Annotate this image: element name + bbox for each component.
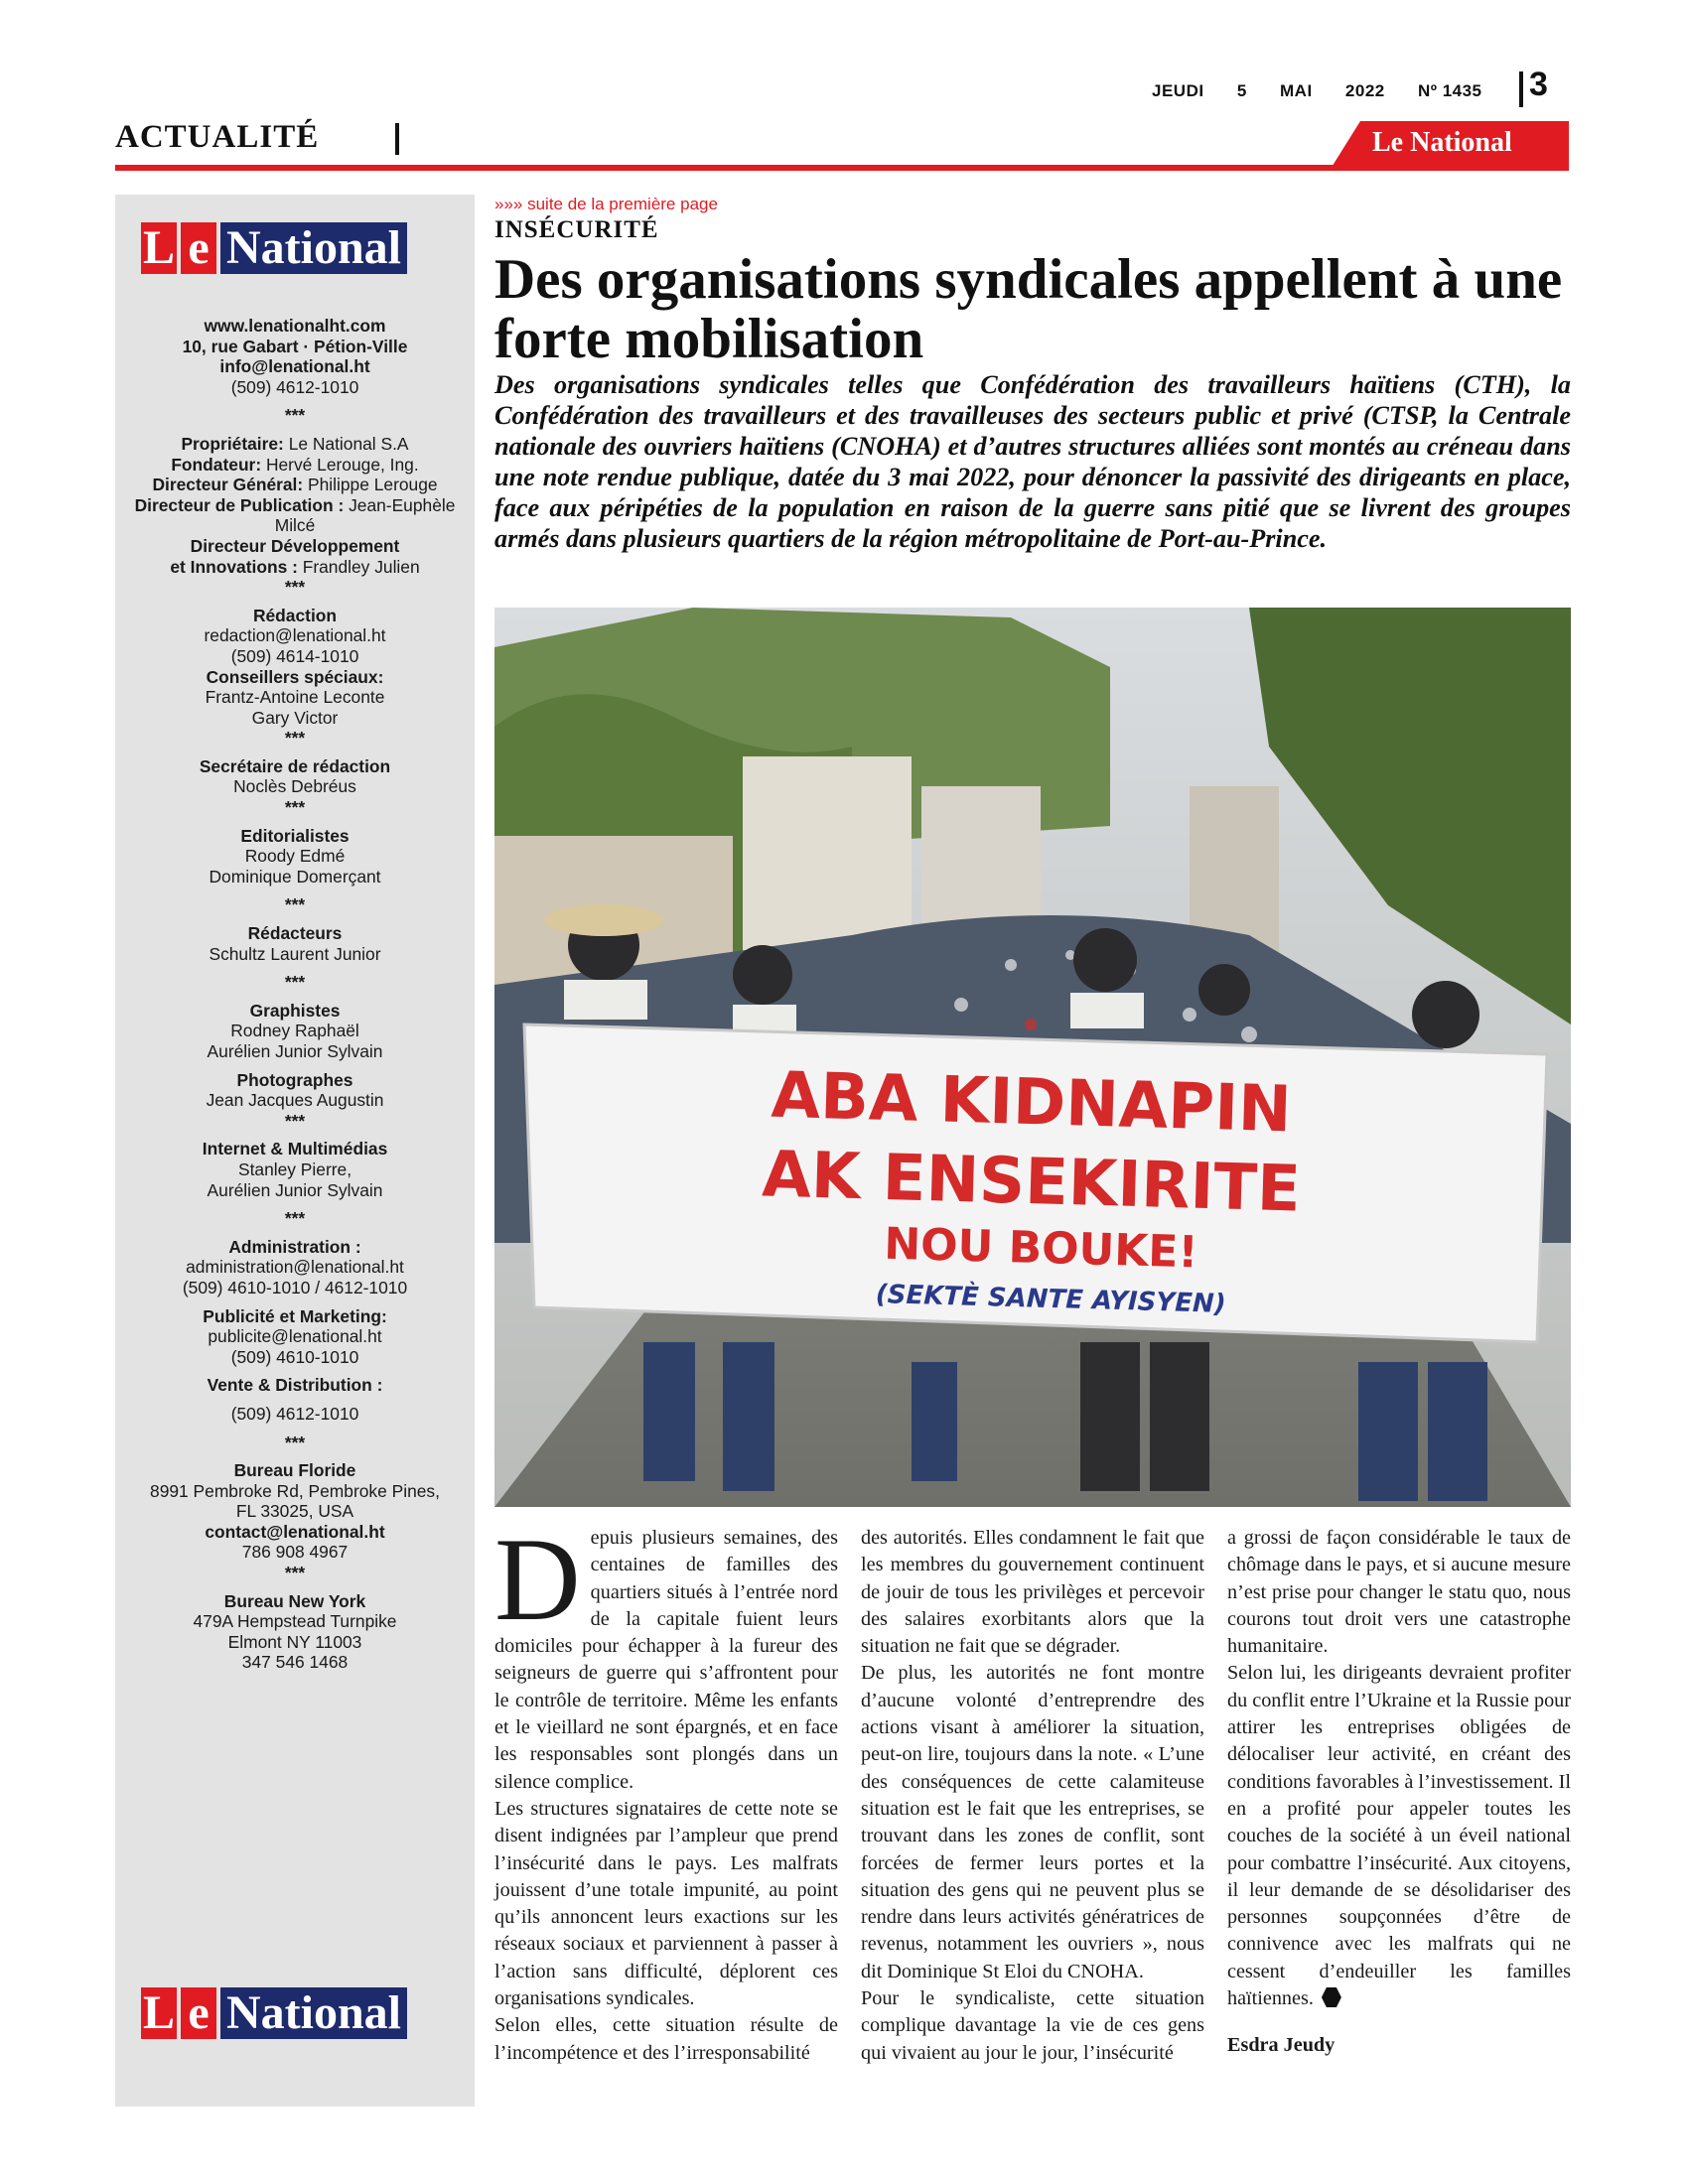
masthead-line — [115, 993, 475, 1001]
article-rubric: INSÉCURITÉ — [494, 216, 659, 243]
masthead-line — [115, 1460, 475, 1481]
section-divider — [395, 123, 399, 155]
page-number-divider — [1519, 71, 1523, 107]
masthead-line — [115, 1090, 475, 1111]
masthead-line-label: *** — [284, 405, 306, 426]
masthead-line-label: Publicité et Marketing: — [203, 1305, 387, 1326]
logo-letter-e: e — [181, 1987, 216, 2039]
masthead-line — [115, 475, 475, 495]
masthead-line-label: Photographes — [236, 1069, 353, 1090]
banner-text-line3: NOU BOUKE! — [883, 1218, 1199, 1279]
masthead-line — [115, 1611, 475, 1632]
masthead-line-label: Bureau New York — [223, 1590, 366, 1611]
masthead-line — [115, 356, 475, 377]
masthead-line-value: Rodney Raphaël — [230, 1021, 359, 1041]
masthead-line — [115, 1396, 475, 1404]
article-column-1 — [494, 1513, 838, 2067]
masthead-line — [115, 1070, 475, 1091]
masthead-line — [115, 1367, 475, 1375]
masthead-line — [115, 964, 475, 972]
masthead-line-value: (509) 4612-1010 — [230, 1403, 359, 1424]
masthead-line — [115, 397, 475, 405]
masthead-line-label: info@lenational.ht — [219, 356, 370, 377]
masthead-line-label: *** — [284, 1432, 306, 1452]
masthead-line-label: Administration : — [228, 1236, 361, 1257]
masthead-line-value: (509) 4612-1010 — [230, 376, 359, 397]
article-paragraph: Les structures signataires de cette note se disent indignées par l’ampleur que prend l’insécurité dans le pays. Les malfrats jouissent d’une totale impunité, au point qu’ils annoncent leurs exactions sur les réseaux sociaux et parviennent à passer à l’action sans difficulté, déplorent ces organisations syndicales. — [494, 1797, 838, 2010]
masthead-line-value: publicite@lenational.ht — [208, 1326, 382, 1347]
masthead-line-value: Frantz-Antoine Leconte — [205, 687, 385, 708]
masthead-line-value: Aurélien Junior Sylvain — [207, 1179, 383, 1200]
masthead-line-label: *** — [284, 894, 306, 915]
masthead-line — [115, 1583, 475, 1591]
article-paragraph: De plus, les autorités ne font montre d’aucune volonté d’entreprendre des actions visant à améliorer la situation, peut-on lire, toujours dans la note. « L’une des conséquences de cette calamiteuse situation est le fait que les entreprises, se trouvant dans les zones de conflit, sont forcées de fermer leurs portes et la situation des gens qui ne peuvent plus se rendre dans leurs activités génératrices de revenus, notamment les ouvriers », nous dit Dominique St Eloi du CNOHA. — [861, 1662, 1204, 1982]
masthead-line-label: Directeur Développement — [190, 535, 400, 556]
masthead-line-value: Le National S.A — [283, 433, 409, 454]
masthead-line-label: *** — [284, 577, 306, 598]
issue-date-number: 5 — [1236, 81, 1247, 100]
masthead-line — [115, 316, 475, 337]
logo-letter-l: L — [142, 1986, 175, 2039]
masthead-line — [115, 455, 475, 476]
newspaper-logo-top — [141, 222, 407, 274]
issue-day: JEUDI — [1152, 81, 1204, 100]
masthead-line-label: Secrétaire de rédaction — [199, 755, 391, 776]
article-paragraph: Pour le syndicaliste, cette situation complique davantage la vie de ces gens qui vivaient au jour le jour, l’insécurité — [861, 1987, 1204, 2064]
masthead-line — [115, 1229, 475, 1237]
masthead-line — [115, 495, 475, 536]
masthead-line — [115, 1298, 475, 1306]
masthead-line-value: Jean-Euphèle Milcé — [274, 494, 456, 536]
article-headline: Des organisations syndicales appellent à une forte mobilisation — [494, 248, 1563, 370]
logo-word-national: National — [220, 222, 407, 274]
masthead-line — [115, 826, 475, 847]
masthead-line-label: www.lenationalht.com — [204, 316, 386, 336]
masthead-line — [115, 846, 475, 867]
masthead-line — [115, 1257, 475, 1278]
masthead-line-label: Rédaction — [252, 605, 338, 625]
masthead-line-label: Graphistes — [249, 1000, 341, 1021]
masthead-line — [115, 687, 475, 708]
masthead-line-label: *** — [284, 972, 306, 993]
masthead-line — [115, 1062, 475, 1070]
masthead-line-label: Directeur Général: — [152, 475, 304, 495]
masthead-line-value: Frandley Julien — [297, 556, 420, 577]
masthead-line — [115, 776, 475, 797]
masthead-line-value: Philippe Lerouge — [303, 475, 438, 495]
masthead-line-value: administration@lenational.ht — [186, 1257, 404, 1278]
masthead-line — [115, 434, 475, 455]
masthead-line-label: Internet & Multimédias — [202, 1139, 388, 1160]
masthead-line — [115, 606, 475, 626]
masthead-line-value: Jean Jacques Augustin — [206, 1090, 384, 1111]
masthead-line-value: Hervé Lerouge, Ing. — [261, 454, 419, 475]
end-of-article-icon — [1322, 1987, 1341, 2007]
article-column-3 — [1227, 1525, 1571, 2060]
masthead-line — [115, 1542, 475, 1563]
masthead-line-value: (509) 4610-1010 / 4612-1010 — [182, 1277, 408, 1297]
masthead-line — [115, 818, 475, 826]
masthead-line-label: Rédacteurs — [247, 923, 343, 944]
issue-date-line — [1152, 81, 1510, 101]
masthead-line — [115, 708, 475, 729]
masthead-line-value: redaction@lenational.ht — [204, 625, 386, 646]
banner-text-line2: AK ENSEKIRITE — [761, 1138, 1302, 1227]
article-column-2 — [861, 1525, 1204, 2067]
masthead-line-label: *** — [284, 797, 306, 818]
masthead-line — [115, 756, 475, 777]
article-final-text: Selon lui, les dirigeants devraient profiter du conflit entre l’Ukraine et la Russie pour attirer les entreprises obligées de délocaliser leur activité, en créant des conditions favorables à l’investissement. Il en a profité pour appeler toutes les couches de la société à un éveil national pour combattre l’insécurité. Aux citoyens, il leur demande de se désolidariser des personnes soupçonnées d’être de connivence avec les malfrats qui ne cessent d’endeuiller les familles haïtiennes. — [1227, 1662, 1571, 2010]
masthead-line-label: *** — [284, 1563, 306, 1583]
section-title: ACTUALITÉ — [115, 119, 320, 155]
masthead-line — [115, 1001, 475, 1022]
logo-letter-l: L — [142, 221, 175, 274]
masthead-line — [115, 646, 475, 667]
masthead-credits — [115, 316, 475, 1673]
masthead-line — [115, 536, 475, 557]
masthead-line — [115, 1652, 475, 1673]
masthead-line — [115, 598, 475, 606]
masthead-line — [115, 1632, 475, 1653]
masthead-line — [115, 625, 475, 646]
masthead-line-label: *** — [284, 1208, 306, 1229]
masthead-line-value: Dominique Domerçant — [209, 866, 381, 887]
masthead-line — [115, 1131, 475, 1139]
masthead-line — [115, 1200, 475, 1208]
banner-text-line1: ABA KIDNAPIN — [770, 1058, 1293, 1148]
masthead-line — [115, 1237, 475, 1258]
newspaper-logo-bottom — [141, 1987, 407, 2039]
header-rule — [115, 165, 1569, 171]
masthead-line — [115, 1139, 475, 1160]
masthead-line-value: Stanley Pierre, — [237, 1159, 352, 1179]
masthead-line-value: 8991 Pembroke Rd, Pembroke Pines, — [150, 1480, 440, 1501]
masthead-line-value: (509) 4614-1010 — [230, 645, 359, 666]
banner-text-line4: (SEKTÈ SANTE AYISYEN) — [875, 1280, 1226, 1319]
masthead-line-label: Vente & Distribution : — [207, 1375, 383, 1396]
masthead-line-value: (509) 4610-1010 — [230, 1346, 359, 1367]
masthead-line-value: Aurélien Junior Sylvain — [207, 1041, 383, 1061]
masthead-line — [115, 1425, 475, 1433]
masthead-line — [115, 1452, 475, 1460]
masthead-line — [115, 426, 475, 434]
masthead-line-value: Gary Victor — [251, 707, 339, 728]
masthead-line-label: *** — [284, 1110, 306, 1131]
masthead-line — [115, 1481, 475, 1502]
masthead-line — [115, 557, 475, 578]
drop-cap: D — [494, 1513, 581, 1645]
masthead-line-value: Roody Edmé — [244, 846, 346, 867]
masthead-line — [115, 1501, 475, 1522]
masthead-line-value: Elmont NY 11003 — [227, 1631, 362, 1652]
masthead-line-value: 347 546 1468 — [241, 1652, 349, 1673]
issue-month: MAI — [1280, 81, 1313, 100]
masthead-line-value: 786 908 4967 — [241, 1542, 349, 1563]
masthead-line — [115, 667, 475, 688]
masthead-line — [115, 915, 475, 923]
masthead-line-value: Schultz Laurent Junior — [209, 943, 381, 964]
article-paragraph: des autorités. Elles condamnent le fait que les membres du gouvernement continuent de jouir de tous les privilèges et percevoir des salaires exorbitants alors que la situation ne fait que se dégrader. — [861, 1527, 1204, 1658]
masthead-line — [115, 1306, 475, 1327]
page-number: 3 — [1529, 66, 1548, 103]
brand-tab-label: Le National — [1372, 127, 1512, 158]
issue-year: 2022 — [1344, 81, 1385, 100]
continuation-kicker: »»» suite de la première page — [494, 195, 718, 213]
article-lede: Des organisations syndicales telles que Confédération des travailleurs haïtiens (CTH), la Confédération des travailleurs et des travailleuses des secteurs public et privé (CTSP, la Centrale nationale des ouvriers haïtiens (CNOHA) et d’autres structures alliées sont montés au créneau dans une note rendue publique, datée du 3 mai 2022, pour dénoncer la passivité des dirigeants en place, face aux péripéties de la population en raison de la guerre sans pitié que se livrent des groupes armés dans plusieurs quartiers de la région métropolitaine de Port-au-Prince. — [494, 370, 1571, 553]
protest-photo — [494, 608, 1571, 1507]
masthead-line — [115, 337, 475, 357]
masthead-line-label: Directeur de Publication : — [134, 494, 345, 515]
masthead-line — [115, 1522, 475, 1543]
article-paragraph-final — [1227, 1660, 1571, 2012]
masthead-line — [115, 923, 475, 944]
masthead-line-label: et Innovations : — [170, 556, 298, 577]
masthead-line-label: Propriétaire: — [181, 433, 284, 454]
masthead-line — [115, 1160, 475, 1180]
masthead-line-label: *** — [284, 728, 306, 749]
masthead-line-label: 10, rue Gabart · Pétion-Ville — [182, 336, 408, 356]
masthead-line-value: 479A Hempstead Turnpike — [193, 1611, 397, 1632]
article-paragraph: a grossi de façon considérable le taux de chômage dans le pays, et si aucune mesure n’est prise pour changer le statu quo, nous courons tout droit vers une catastrophe humanitaire. — [1227, 1527, 1571, 1658]
masthead-line — [115, 1021, 475, 1041]
article-paragraph: Selon elles, cette situation résulte de l’incompétence et des l’irresponsabilité — [494, 2014, 838, 2064]
logo-letter-e: e — [181, 222, 216, 274]
masthead-line-label: Editorialistes — [240, 825, 350, 846]
article-author: Esdra Jeudy — [1227, 2034, 1336, 2057]
masthead-line-label: Conseillers spéciaux: — [206, 666, 384, 687]
masthead-line-label: contact@lenational.ht — [205, 1521, 385, 1542]
masthead-line — [115, 1591, 475, 1612]
masthead-line-value: Noclès Debréus — [233, 776, 356, 797]
masthead-line-label: Fondateur: — [171, 454, 262, 475]
masthead-line — [115, 887, 475, 894]
masthead-line-value: FL 33025, USA — [235, 1501, 354, 1522]
masthead-line — [115, 749, 475, 756]
issue-number: Nº 1435 — [1417, 81, 1482, 100]
masthead-line — [115, 1326, 475, 1347]
logo-word-national: National — [220, 1987, 407, 2039]
masthead-line-label: Bureau Floride — [233, 1460, 356, 1481]
article-paragraph: epuis plusieurs semaines, des centaines de familles des quartiers situés à l’entrée nord de la capitale fuient leurs domiciles pour échapper à la fureur des seigneurs de guerre qui s’affrontent pour le contrôle de territoire. Même les enfants et le vieillard ne sont épargnés, et en face les responsables sont plongés dans un silence complice. — [494, 1527, 838, 1793]
